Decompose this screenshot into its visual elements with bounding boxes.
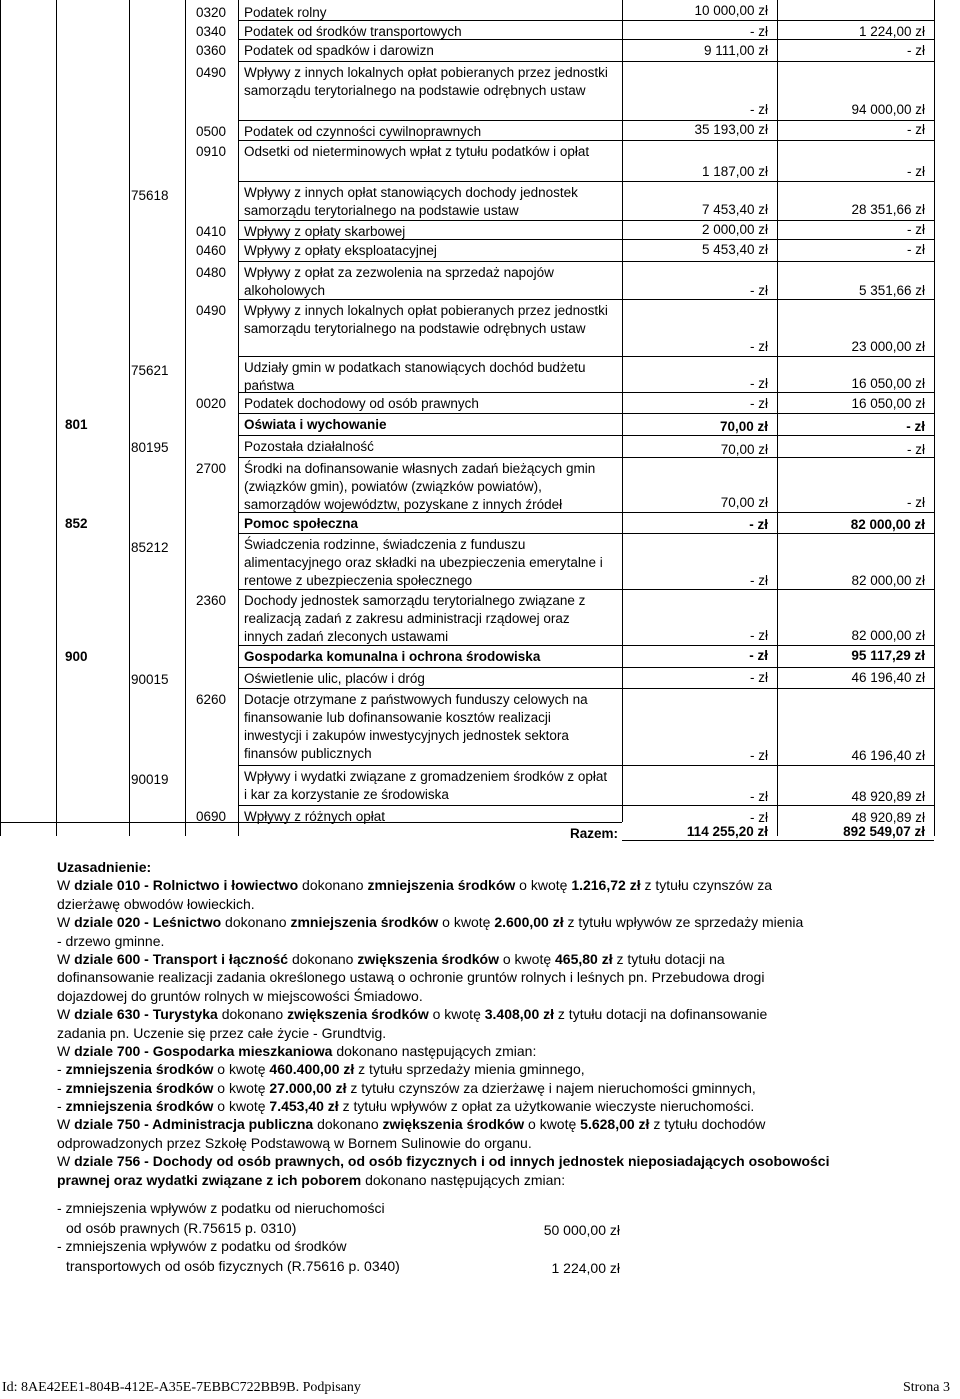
row-description: Podatek rolny <box>244 5 327 20</box>
paragraf-code: 0020 <box>196 396 227 411</box>
row-description: samorządu terytorialnego na podstawie odrębnych ustaw <box>244 83 586 98</box>
row-description: Dochody jednostek samorządu terytorialnego związane z <box>244 593 586 608</box>
justification-line <box>57 876 917 894</box>
justification-line <box>57 1134 917 1152</box>
item-line: od osób prawnych (R.75615 p. 0310) <box>66 1220 297 1236</box>
paragraf-code: 2360 <box>196 593 227 608</box>
justification-text: W <box>57 1153 75 1170</box>
justification-text: dokonano <box>313 1116 383 1133</box>
justification-text: W <box>57 950 75 967</box>
row-description: samorządu terytorialnego na podstawie odrębnych ustaw <box>244 321 586 336</box>
justification-line <box>57 968 917 986</box>
amount-increase: 35 193,00 zł <box>694 122 768 137</box>
justification-text: o kwotę <box>213 1098 270 1115</box>
amount-decrease: 46 196,40 zł <box>851 670 925 685</box>
amount-increase: - zł <box>750 789 768 804</box>
justification-text: o kwotę <box>498 950 556 967</box>
justification-text: o kwotę <box>428 1006 485 1023</box>
row-description: Gospodarka komunalna i ochrona środowiska <box>244 649 541 664</box>
justification-line <box>57 950 917 968</box>
amount-increase: - zł <box>750 339 768 354</box>
justification-text: zmniejszenia środków <box>65 1098 214 1115</box>
justification-text: o kwotę <box>515 877 572 894</box>
justification-line <box>57 1005 917 1023</box>
justification-text: - <box>57 1079 66 1096</box>
amount-decrease: 48 920,89 zł <box>851 789 925 804</box>
row-divider <box>238 413 934 414</box>
justification-text: z tytułu dochodów <box>649 1116 766 1133</box>
justification-text: z tytułu dotacji na dofinansowanie <box>554 1006 768 1023</box>
justification-text: dziale 010 - Rolnictwo i łowiectwo <box>74 877 299 894</box>
justification-text: W <box>57 877 75 894</box>
justification-line <box>57 913 917 931</box>
item-line: - zmniejszenia wpływów z podatku od środków <box>57 1238 347 1254</box>
justification-text: W <box>57 914 75 931</box>
amount-increase: 7 453,40 zł <box>701 202 768 217</box>
justification-text: 460.400,00 zł <box>269 1061 355 1078</box>
row-description: samorządów województw, pozyskane z innych źródeł <box>244 497 563 512</box>
amount-increase: - zł <box>750 283 768 298</box>
justification-text: zmniejszenia środków <box>367 877 516 894</box>
justification-text: dziale 700 - Gospodarka mieszkaniowa <box>74 1042 333 1059</box>
justification-text: zwiększenia środków <box>287 1006 429 1023</box>
row-description: Wpływy z opłaty eksploatacyjnej <box>244 243 437 258</box>
total-minus: 892 549,07 zł <box>843 824 925 839</box>
row-divider <box>238 61 934 62</box>
paragraf-code: 0360 <box>196 43 227 58</box>
rozdzial-code: 85212 <box>131 540 169 555</box>
justification-text: odprowadzonych przez Szkołę Podstawową w Bornem Sulinowie do organu. <box>57 1134 532 1151</box>
row-description: Pomoc społeczna <box>244 516 359 531</box>
row-description: (związków gmin), powiatów (związków powiatów), <box>244 479 542 494</box>
row-description: innych zadań zleconych ustawami <box>244 629 449 644</box>
amount-increase: 1 187,00 zł <box>701 164 768 179</box>
justification-text: W <box>57 1116 75 1133</box>
row-description: Pozostała działalność <box>244 439 374 454</box>
justification-line <box>57 1042 917 1060</box>
justification-text: 3.408,00 zł <box>484 1006 555 1023</box>
justification-text: z tytułu czynszów za dzierżawę i najem nieruchomości gminnych, <box>346 1079 756 1096</box>
row-description: rentowe z ubezpieczenia społecznego <box>244 573 473 588</box>
row-divider <box>238 140 934 141</box>
justification-text: dokonano <box>298 877 368 894</box>
row-divider <box>238 645 934 646</box>
justification-text: dziale 756 - Dochody od osób prawnych, od osób fizycznych i od innych jednostek nieposiadających osobowości <box>74 1153 830 1170</box>
item-line: transportowych od osób fizycznych (R.75616 p. 0340) <box>66 1258 400 1274</box>
row-divider <box>238 805 934 806</box>
justification-text: dokonano <box>217 1006 288 1023</box>
rozdzial-code: 90015 <box>131 672 169 687</box>
table-vline <box>56 0 57 836</box>
row-description: Podatek od spadków i darowizn <box>244 43 434 58</box>
justification-text: zadania pn. Uczenie się przez całe życie - Grundtvig. <box>57 1024 387 1041</box>
justification-text: dziale 600 - Transport i łączność <box>74 950 289 967</box>
justification-line <box>57 1079 917 1097</box>
justification-text: 1.216,72 zł <box>571 877 641 894</box>
justification-text: - drzewo gminne. <box>57 932 165 949</box>
amount-increase: - zł <box>750 102 768 117</box>
justification-text: prawnej oraz wydatki związane z ich poborem <box>57 1171 362 1188</box>
amount-increase: - zł <box>749 648 768 663</box>
justification-text: z tytułu wpływów z opłat za użytkowanie wieczyste nieruchomości. <box>338 1098 755 1115</box>
rozdzial-code: 80195 <box>131 440 169 455</box>
table-vline <box>777 0 778 836</box>
justification-line <box>57 932 917 950</box>
row-description: Podatek od środków transportowych <box>244 24 462 39</box>
amount-increase: - zł <box>750 376 768 391</box>
paragraf-code: 2700 <box>196 461 227 476</box>
amount-decrease: 94 000,00 zł <box>851 102 925 117</box>
justification-text: 465,80 zł <box>555 950 613 967</box>
justification-text: W <box>57 1006 75 1023</box>
justification-text: 5.628,00 zł <box>580 1116 650 1133</box>
document-id: Id: 8AE42EE1-804B-412E-A35E-7EBBC722BB9B. Podpisany <box>2 1380 361 1395</box>
justification-line <box>57 1171 917 1189</box>
row-divider <box>238 181 934 182</box>
justification-text: z tytułu czynszów za <box>640 877 773 894</box>
justification-text: dzierżawę obwodów łowieckich. <box>57 895 255 912</box>
justification-text: dokonano następujących zmian: <box>361 1171 566 1188</box>
row-divider <box>238 688 934 689</box>
amount-increase: - zł <box>750 396 768 411</box>
justification-text: - <box>57 1098 66 1115</box>
row-description: Udziały gmin w podatkach stanowiących dochód budżetu <box>244 360 586 375</box>
justification-text: o kwotę <box>213 1061 270 1078</box>
row-description: Wpływy z opłat za zezwolenia na sprzedaż napojów <box>244 265 554 280</box>
row-description: Świadczenia rodzinne, świadczenia z funduszu <box>244 537 526 552</box>
amount-decrease: 95 117,29 zł <box>851 648 925 663</box>
row-description: realizacją zadań z zakresu administracji rządowej oraz <box>244 611 570 626</box>
amount-decrease: - zł <box>906 419 925 434</box>
amount-decrease: 28 351,66 zł <box>851 202 925 217</box>
dzial-code: 900 <box>65 649 88 664</box>
dzial-code: 852 <box>65 516 88 531</box>
item-line: - zmniejszenia wpływów z podatku od nieruchomości <box>57 1200 385 1216</box>
justification-line <box>57 1097 917 1115</box>
table-vline <box>129 0 130 836</box>
amount-decrease: 48 920,89 zł <box>851 810 925 825</box>
paragraf-code: 0490 <box>196 303 227 318</box>
justification-text: W <box>57 1042 75 1059</box>
amount-increase: - zł <box>750 810 768 825</box>
amount-decrease: 82 000,00 zł <box>850 517 925 532</box>
table-vline <box>934 0 935 836</box>
row-divider <box>238 589 934 590</box>
justification-line <box>57 1152 917 1170</box>
amount-decrease: - zł <box>907 442 925 457</box>
row-divider <box>238 261 934 262</box>
row-description: Podatek dochodowy od osób prawnych <box>244 396 479 411</box>
justification-line <box>57 1024 917 1042</box>
amount-decrease: 16 050,00 zł <box>851 376 925 391</box>
justification-text: dziale 020 - Leśnictwo <box>74 914 222 931</box>
justification-text: z tytułu wpływów ze sprzedaży mienia <box>563 914 804 931</box>
row-description: inwestycji i zakupów inwestycyjnych jednostek sektora <box>244 728 569 743</box>
amount-decrease: 82 000,00 zł <box>851 628 925 643</box>
item-amount: 50 000,00 zł <box>543 1222 620 1238</box>
paragraf-code: 0320 <box>196 5 227 20</box>
justification-text: dofinansowanie realizacji zadania określonego ustawą o ochronie gruntów rolnych i leśnych pn. Przebudowa drogi <box>57 969 765 986</box>
amount-increase: 2 000,00 zł <box>701 222 768 237</box>
justification-text: zwiększenia środków <box>382 1116 525 1133</box>
row-description: i kar za korzystanie ze środowiska <box>244 787 449 802</box>
justification-line <box>57 895 917 913</box>
amount-decrease: - zł <box>907 43 925 58</box>
justification-text: dojazdowej do gruntów rolnych w miejscowości Śmiadowo. <box>57 987 423 1004</box>
row-divider <box>238 299 934 300</box>
justification-text: dokonano <box>288 950 358 967</box>
row-description: alimentacyjnego oraz składki na ubezpieczenia emerytalne i <box>244 555 603 570</box>
row-divider <box>238 533 934 534</box>
amount-increase: - zł <box>750 748 768 763</box>
dzial-code: 801 <box>65 417 88 432</box>
amount-decrease: 5 351,66 zł <box>858 283 925 298</box>
row-description: finansów publicznych <box>244 746 372 761</box>
row-description: finansowanie lub dofinansowanie kosztów realizacji <box>244 710 551 725</box>
justification-text: zwiększenia środków <box>357 950 499 967</box>
amount-decrease: - zł <box>907 122 925 137</box>
amount-increase: 70,00 zł <box>719 419 768 434</box>
total-label: Razem: <box>570 826 619 841</box>
amount-decrease: 23 000,00 zł <box>851 339 925 354</box>
page-number: Strona 3 <box>902 1380 950 1395</box>
row-divider <box>238 20 934 21</box>
justification-text: zmniejszenia środków <box>290 914 439 931</box>
amount-increase: 5 453,40 zł <box>701 242 768 257</box>
justification-text: z tytułu sprzedaży mienia gminnego, <box>354 1061 585 1078</box>
paragraf-code: 0690 <box>196 809 227 824</box>
justification-text: o kwotę <box>438 914 495 931</box>
row-divider <box>238 356 934 357</box>
justification-text: zmniejszenia środków <box>65 1061 214 1078</box>
justification-text: 2.600,00 zł <box>494 914 564 931</box>
justification-text: o kwotę <box>524 1116 581 1133</box>
table-vline <box>622 0 623 822</box>
row-description: Podatek od czynności cywilnoprawnych <box>244 124 482 139</box>
justification-line <box>57 987 917 1005</box>
rozdzial-code: 75621 <box>131 363 169 378</box>
justification-text: dokonano <box>221 914 291 931</box>
row-divider <box>238 392 934 393</box>
paragraf-code: 0460 <box>196 243 227 258</box>
paragraf-code: 6260 <box>196 692 227 707</box>
amount-decrease: 1 224,00 zł <box>858 24 925 39</box>
row-description: samorządu terytorialnego na podstawie ustaw <box>244 203 519 218</box>
row-description: Wpływy i wydatki związane z gromadzeniem środków z opłat <box>244 769 608 784</box>
row-description: alkoholowych <box>244 283 326 298</box>
justification-text: Uzasadnienie: <box>57 859 152 875</box>
justification-text: - <box>57 1061 66 1078</box>
amount-increase: 70,00 zł <box>720 442 768 457</box>
row-divider <box>238 435 934 436</box>
amount-increase: - zł <box>750 628 768 643</box>
justification-text: 27.000,00 zł <box>269 1079 347 1096</box>
row-description: Wpływy z innych opłat stanowiących dochody jednostek <box>244 185 578 200</box>
total-bottom <box>622 840 934 841</box>
justification-text: dziale 750 - Administracja publiczna <box>74 1116 314 1133</box>
row-divider <box>238 667 934 668</box>
justification-line <box>57 858 917 876</box>
justification-text: dokonano następujących zmian: <box>332 1042 537 1059</box>
justification-line <box>57 1060 917 1078</box>
row-divider <box>238 765 934 766</box>
paragraf-code: 0340 <box>196 24 227 39</box>
paragraf-code: 0490 <box>196 65 227 80</box>
paragraf-code: 0910 <box>196 144 227 159</box>
row-description: Środki na dofinansowanie własnych zadań bieżących gmin <box>244 461 596 476</box>
justification-text: dziale 630 - Turystyka <box>74 1006 218 1023</box>
justification-text: z tytułu dotacji na <box>612 950 725 967</box>
amount-increase: 70,00 zł <box>720 495 768 510</box>
row-description: państwa <box>244 378 295 393</box>
amount-decrease: - zł <box>907 222 925 237</box>
table-vline <box>238 0 239 836</box>
amount-decrease: 46 196,40 zł <box>851 748 925 763</box>
amount-decrease: - zł <box>907 164 925 179</box>
amount-increase: - zł <box>750 24 768 39</box>
amount-increase: 9 111,00 zł <box>703 43 768 58</box>
amount-decrease: - zł <box>907 495 925 510</box>
row-description: Wpływy z opłaty skarbowej <box>244 224 406 239</box>
justification-text: 7.453,40 zł <box>269 1098 339 1115</box>
row-description: Odsetki od nieterminowych wpłat z tytułu podatków i opłat <box>244 144 590 159</box>
row-description: Wpływy z innych lokalnych opłat pobieranych przez jednostki <box>244 65 608 80</box>
row-description: Wpływy z innych lokalnych opłat pobieranych przez jednostki <box>244 303 608 318</box>
amount-increase: 10 000,00 zł <box>694 3 768 18</box>
justification-line <box>57 1115 917 1133</box>
justification <box>57 858 917 1189</box>
row-description: Oświata i wychowanie <box>244 417 387 432</box>
amount-decrease: 82 000,00 zł <box>851 573 925 588</box>
amount-increase: - zł <box>750 670 768 685</box>
table-vline <box>185 0 186 836</box>
item-amount: 1 224,00 zł <box>551 1260 620 1276</box>
paragraf-code: 0410 <box>196 224 227 239</box>
rozdzial-code: 90019 <box>131 772 169 787</box>
amount-decrease: - zł <box>907 242 925 257</box>
paragraf-code: 0500 <box>196 124 227 139</box>
justification-text: zmniejszenia środków <box>65 1079 214 1096</box>
amount-increase: - zł <box>749 517 768 532</box>
table-vline <box>0 0 1 836</box>
row-divider <box>238 120 934 121</box>
rozdzial-code: 75618 <box>131 188 169 203</box>
row-description: Wpływy z różnych opłat <box>244 809 386 824</box>
amount-decrease: 16 050,00 zł <box>851 396 925 411</box>
row-divider <box>238 457 934 458</box>
amount-increase: - zł <box>750 573 768 588</box>
paragraf-code: 0480 <box>196 265 227 280</box>
row-divider <box>238 220 934 221</box>
row-description: Dotacje otrzymane z państwowych funduszy celowych na <box>244 692 588 707</box>
justification-text: o kwotę <box>213 1079 270 1096</box>
total-plus: 114 255,20 zł <box>686 824 768 839</box>
row-description: Oświetlenie ulic, placów i dróg <box>244 671 425 686</box>
